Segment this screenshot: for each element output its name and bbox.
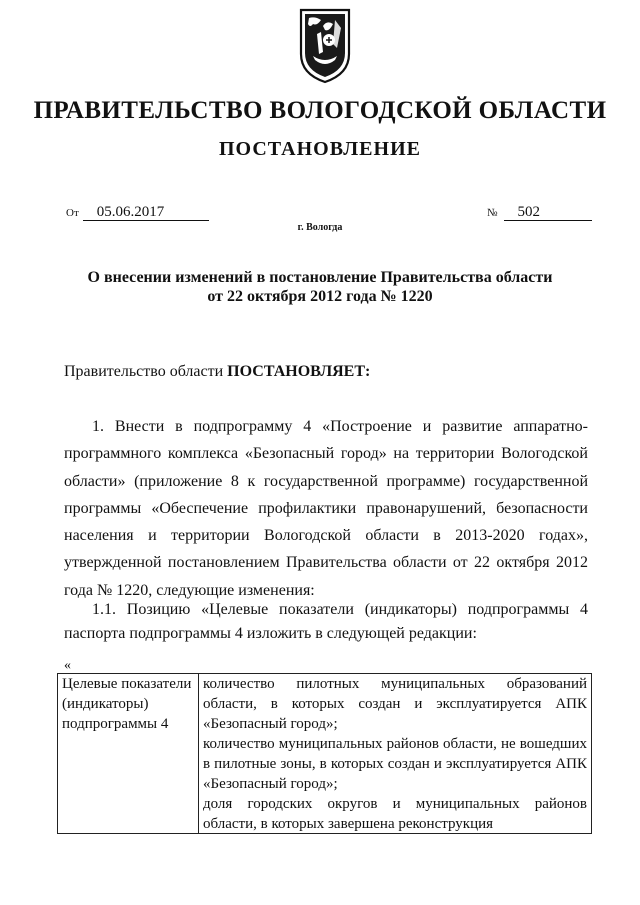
paragraph-1-1: 1.1. Позицию «Целевые показатели (индикаторы) подпрограммы 4 паспорта подпрограммы 4 изложить в следующей редакции: [64, 601, 588, 642]
subject-line-1: О внесении изменений в постановление Правительства области [87, 269, 553, 286]
table-row [58, 674, 592, 834]
date-field [66, 204, 209, 221]
indicators-table [57, 673, 592, 834]
subject-line-2: от 22 октября 2012 года № 1220 [207, 288, 433, 305]
resolve-keyword: ПОСТАНОВЛЯЕТ: [227, 363, 371, 380]
government-title: ПРАВИТЕЛЬСТВО ВОЛОГОДСКОЙ ОБЛАСТИ [33, 97, 607, 124]
date-label: От [66, 207, 79, 219]
table-value-clip [203, 674, 587, 833]
resolve-statement [64, 363, 370, 381]
coat-of-arms-icon [299, 8, 351, 84]
date-value: 05.06.2017 [83, 204, 209, 221]
table-label: Целевые показатели (индикаторы) подпрограммы 4 [62, 676, 192, 732]
resolve-prefix: Правительство области [64, 363, 228, 380]
table-value-cell [199, 674, 592, 834]
document-type: ПОСТАНОВЛЕНИЕ [219, 138, 421, 160]
table-label-cell [58, 674, 199, 834]
number-field [487, 204, 592, 221]
table-item: количество пилотных муниципальных образований области, в которых создан и эксплуатируется АПК «Безопасный город»; [203, 676, 587, 732]
number-value: 502 [504, 204, 592, 221]
quote-mark: « [64, 658, 71, 673]
table-item: количество муниципальных районов области, не вошедших в пилотные зоны, в которых создан и эксплуатируется АПК «Безопасный город»; [203, 736, 587, 792]
number-label: № [487, 207, 498, 219]
document-subject [0, 268, 640, 306]
table-item: доля городских округов и муниципальных районов области, в которых завершена реконструкция [203, 796, 587, 832]
city-label: г. Вологда [297, 222, 343, 233]
paragraph-1: 1. Внести в подпрограмму 4 «Построение и развитие аппаратно-программного комплекса «Безопасный город» на территории Вологодской области» (приложение 8 к государственной программе) государственной программы «Обеспечение профилактики правонарушений, безопасности населения и территории Вологодской области в 2013-2020 годах», утвержденной постановлением Правительства области от 22 октября 2012 года № 1220, следующие изменения: [64, 418, 588, 599]
